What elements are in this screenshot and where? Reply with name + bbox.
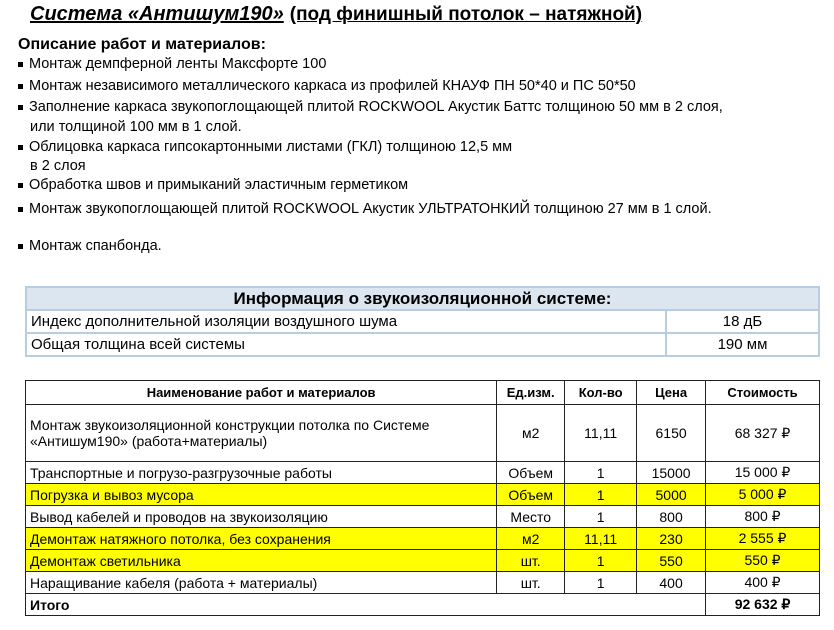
cell-price: 800 (637, 506, 706, 528)
cell-unit: Объем (497, 484, 565, 506)
list-item-text: Монтаж независимого металлического каркаса из профилей КНАУФ ПН 50*40 и ПС 50*50 (29, 78, 636, 94)
bullet-icon (18, 62, 23, 67)
cell-unit: шт. (497, 572, 565, 594)
info-row (26, 333, 819, 356)
cell-price: 400 (637, 572, 706, 594)
cell-qty: 1 (565, 462, 637, 484)
cell-cost: 68 327 ₽ (706, 405, 820, 462)
cell-price: 550 (637, 550, 706, 572)
info-label: Общая толщина всей системы (26, 333, 666, 356)
list-item-continuation: в 2 слоя (30, 158, 86, 174)
header-unit: Ед.изм. (497, 381, 565, 405)
cell-unit: шт. (497, 550, 565, 572)
cell-qty: 1 (565, 506, 637, 528)
table-row (26, 550, 820, 572)
page-title (30, 3, 642, 26)
cell-name: Транспортные и погрузо-разгрузочные работы (26, 462, 497, 484)
cell-cost: 550 ₽ (706, 550, 820, 572)
works-table (25, 380, 820, 616)
info-value: 190 мм (666, 333, 819, 356)
table-row (26, 484, 820, 506)
cell-qty: 11,11 (565, 528, 637, 550)
header-qty: Кол-во (565, 381, 637, 405)
info-value: 18 дБ (666, 310, 819, 333)
total-label: Итого (26, 594, 706, 616)
list-item-text: Монтаж звукопоглощающей плитой ROCKWOOL Акустик УЛЬТРАТОНКИЙ толщиною 27 мм в 1 слой. (29, 201, 712, 217)
list-item (18, 99, 723, 115)
list-item-text: Заполнение каркаса звукопоглощающей плитой ROCKWOOL Акустик Баттс толщиною 50 мм в 2 слоя, (29, 99, 723, 115)
header-name: Наименование работ и материалов (26, 381, 497, 405)
cell-unit: м2 (497, 528, 565, 550)
cell-name: Вывод кабелей и проводов на звукоизоляцию (26, 506, 497, 528)
bullet-icon (18, 145, 23, 150)
list-item (18, 177, 408, 193)
total-value: 92 632 ₽ (706, 594, 820, 616)
cell-cost: 800 ₽ (706, 506, 820, 528)
cell-cost: 15 000 ₽ (706, 462, 820, 484)
list-item (18, 139, 512, 155)
table-row (26, 506, 820, 528)
bullet-icon (18, 244, 23, 249)
cell-qty: 11,11 (565, 405, 637, 462)
list-item-text: Облицовка каркаса гипсокартонными листами (ГКЛ) толщиною 12,5 мм (29, 139, 513, 155)
description-heading: Описание работ и материалов: (18, 36, 266, 53)
cell-name: Монтаж звукоизоляционной конструкции потолка по Системе «Антишум190» (работа+материалы) (26, 405, 497, 462)
cell-qty: 1 (565, 550, 637, 572)
system-name: Система «Антишум190» (30, 3, 284, 25)
cell-price: 15000 (637, 462, 706, 484)
list-item (18, 201, 712, 217)
list-item-text: Монтаж демпферной ленты Максфорте 100 (29, 56, 327, 72)
cell-qty: 1 (565, 484, 637, 506)
list-item (18, 78, 636, 94)
cell-unit: Объем (497, 462, 565, 484)
bullet-icon (18, 207, 23, 212)
header-cost: Стоимость (706, 381, 820, 405)
table-row (26, 528, 820, 550)
cell-price: 5000 (637, 484, 706, 506)
cell-cost: 400 ₽ (706, 572, 820, 594)
list-item-text: Монтаж спанбонда. (29, 238, 162, 254)
list-item (18, 238, 162, 254)
system-subtitle: (под финишный потолок – натяжной) (289, 4, 643, 25)
cell-name: Погрузка и вывоз мусора (26, 484, 497, 506)
info-table (25, 286, 820, 357)
cell-unit: м2 (497, 405, 565, 462)
cell-qty: 1 (565, 572, 637, 594)
total-row (26, 594, 820, 616)
table-row (26, 572, 820, 594)
info-label: Индекс дополнительной изоляции воздушного шума (26, 310, 666, 333)
list-item-continuation: или толщиной 100 мм в 1 слой. (30, 119, 242, 135)
cell-price: 230 (637, 528, 706, 550)
info-row (26, 310, 819, 333)
cell-cost: 5 000 ₽ (706, 484, 820, 506)
cell-cost: 2 555 ₽ (706, 528, 820, 550)
bullet-icon (18, 105, 23, 110)
cell-name: Наращивание кабеля (работа + материалы) (26, 572, 497, 594)
cell-name: Демонтаж натяжного потолка, без сохранения (26, 528, 497, 550)
table-row (26, 462, 820, 484)
cell-name: Демонтаж светильника (26, 550, 497, 572)
list-item-text: Обработка швов и примыканий эластичным герметиком (29, 177, 409, 193)
list-item (18, 56, 326, 72)
cell-unit: Место (497, 506, 565, 528)
header-price: Цена (637, 381, 706, 405)
table-row (26, 405, 820, 462)
table-header-row (26, 381, 820, 405)
info-heading: Информация о звукоизоляционной системе: (26, 287, 819, 310)
cell-price: 6150 (637, 405, 706, 462)
bullet-icon (18, 84, 23, 89)
bullet-icon (18, 183, 23, 188)
